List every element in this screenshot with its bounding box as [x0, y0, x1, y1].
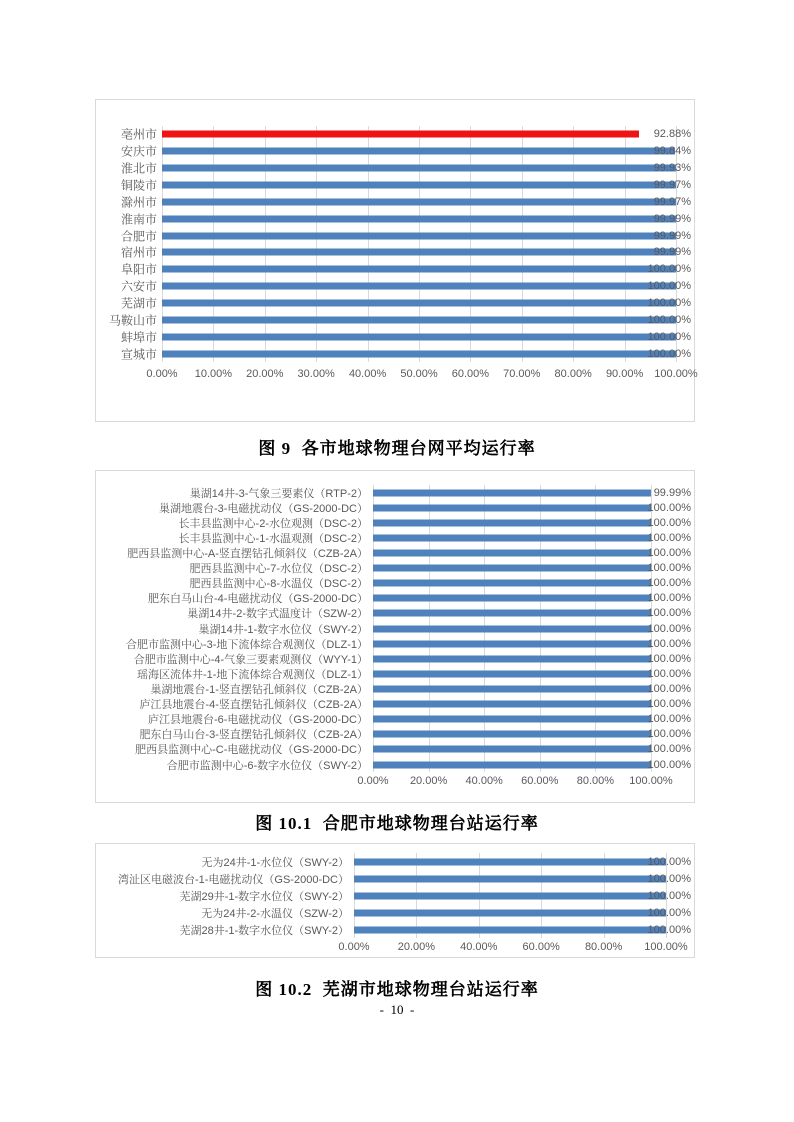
x-tick-label: 10.00%: [194, 368, 233, 380]
category-label: 肥西县监测中心-8-水温仪（DSC-2）: [189, 578, 368, 591]
category-label: 铜陵市: [120, 178, 157, 193]
value-label: 100.00%: [647, 297, 691, 310]
category-label: 合肥市监测中心-4-气象三要素观测仪（WYY-1）: [133, 653, 368, 666]
category-label: 瑶海区流体井-1-地下流体综合观测仪（DLZ-1）: [136, 668, 368, 681]
x-tick-label: 40.00%: [348, 368, 387, 380]
category-label: 肥西县监测中心-C-电磁扰动仪（GS-2000-DC）: [135, 744, 368, 757]
category-label: 巢湖地震台-1-竖直摆钻孔倾斜仪（CZB-2A）: [150, 683, 368, 696]
bar-row: [198, 621, 691, 636]
plot-rows: [125, 485, 691, 772]
figure-10-2-caption: 图 10.2 芜湖市地球物理台站运行率: [255, 980, 539, 999]
x-tick-label: 90.00%: [605, 368, 644, 380]
bar: [354, 909, 666, 916]
x-axis: [357, 775, 673, 789]
value-label: 100.00%: [647, 652, 691, 665]
bar: [162, 182, 676, 189]
bar-row: [120, 261, 691, 278]
value-label: 100.00%: [647, 330, 691, 343]
x-tick-label: 0.00%: [357, 775, 389, 787]
bar: [162, 300, 676, 307]
value-label: 100.00%: [647, 728, 691, 741]
bar: [354, 858, 666, 865]
bar: [162, 333, 676, 340]
bar: [373, 489, 651, 496]
category-label: 长丰县监测中心-1-水温观测（DSC-2）: [178, 532, 368, 545]
bar-row: [120, 160, 691, 177]
category-label: 巢湖14井-2-数字式温度计（SZW-2）: [187, 608, 368, 621]
bar: [373, 701, 651, 708]
x-tick-label: 100.00%: [629, 775, 673, 787]
x-tick-label: 40.00%: [465, 775, 503, 787]
bar: [162, 249, 676, 256]
category-label: 合肥市监测中心-6-数字水位仪（SWY-2）: [166, 759, 368, 772]
x-tick-label: 60.00%: [451, 368, 490, 380]
x-tick-label: 80.00%: [576, 775, 615, 787]
bar: [373, 519, 651, 526]
value-label: 100.00%: [647, 313, 691, 326]
x-tick-label: 50.00%: [400, 368, 438, 380]
category-label: 安庆市: [120, 144, 157, 159]
category-label: 巢湖地震台-3-电磁扰动仪（GS-2000-DC）: [158, 502, 368, 515]
value-label: 100.00%: [647, 667, 691, 680]
value-label: 92.88%: [653, 128, 691, 141]
bar: [162, 350, 676, 357]
bar: [354, 926, 666, 933]
figure-9-bar-chart: [95, 99, 698, 422]
bar-row: [147, 712, 691, 727]
bar-row: [189, 576, 691, 591]
x-tick-label: 0.00%: [146, 368, 178, 380]
bar: [373, 746, 651, 753]
value-label: 100.00%: [647, 637, 691, 650]
category-label: 长丰县监测中心-2-水位观测（DSC-2）: [178, 517, 368, 530]
bar: [162, 148, 675, 155]
bar: [373, 716, 651, 723]
bar: [373, 504, 651, 511]
bar-row: [120, 328, 691, 345]
value-label: 100.00%: [647, 592, 691, 605]
category-label: 阜阳市: [120, 262, 157, 277]
bar-row: [150, 681, 691, 696]
category-label: 肥西县监测中心-7-水位仪（DSC-2）: [189, 563, 368, 576]
bar-row: [120, 143, 691, 160]
category-label: 肥西县监测中心-A-竖直摆钻孔倾斜仪（CZB-2A）: [127, 547, 368, 560]
bar: [373, 685, 651, 692]
category-label: 六安市: [120, 279, 157, 294]
bar-row: [117, 870, 691, 887]
value-label: 99.93%: [653, 162, 691, 175]
x-tick-label: 20.00%: [246, 368, 284, 380]
category-label: 蚌埠市: [120, 330, 157, 345]
x-tick-label: 80.00%: [554, 368, 592, 380]
value-label: 99.97%: [653, 179, 691, 191]
value-label: 100.00%: [647, 516, 691, 529]
bar-row: [120, 177, 691, 194]
category-label: 马鞍山市: [108, 313, 157, 328]
x-axis: [146, 368, 698, 382]
x-tick-label: 20.00%: [397, 941, 436, 953]
x-tick-label: 0.00%: [338, 941, 370, 953]
value-label: 100.00%: [647, 872, 691, 885]
bar: [162, 266, 676, 273]
category-label: 淮北市: [120, 161, 157, 176]
bar-row: [133, 651, 691, 666]
category-label: 芜湖29井-1-数字水位仪（SWY-2）: [179, 890, 349, 903]
x-tick-label: 40.00%: [460, 941, 498, 953]
bar-row: [178, 515, 691, 530]
bar-row: [127, 545, 691, 560]
value-label: 99.84%: [653, 145, 691, 158]
bar-row: [108, 311, 691, 328]
x-tick-label: 20.00%: [409, 775, 448, 787]
value-label: 99.99%: [653, 486, 691, 499]
bar: [373, 731, 651, 738]
bar-row: [120, 193, 691, 210]
bar: [162, 198, 676, 205]
bar-row: [147, 591, 691, 606]
bar-row: [189, 485, 691, 500]
bar: [373, 670, 651, 677]
value-label: 100.00%: [647, 531, 691, 544]
bar: [162, 316, 676, 323]
value-label: 100.00%: [647, 758, 691, 771]
bar-row: [139, 697, 691, 712]
x-tick-label: 60.00%: [521, 775, 559, 787]
value-label: 100.00%: [647, 855, 691, 868]
bar: [373, 625, 651, 632]
figure-9-caption: 图 9 各市地球物理台网平均运行率: [258, 439, 536, 458]
bar-row: [178, 530, 691, 545]
bar: [162, 215, 676, 222]
bar: [373, 534, 651, 541]
category-label: 巢湖14井-1-数字水位仪（SWY-2）: [198, 623, 368, 636]
bar: [373, 610, 651, 617]
bar: [373, 580, 651, 587]
bar-row: [120, 295, 691, 312]
plot-rows: [117, 853, 691, 938]
bar: [373, 565, 651, 572]
bar-row: [136, 666, 691, 681]
value-label: 100.00%: [647, 713, 691, 726]
category-label: 滁州市: [120, 195, 157, 210]
x-axis: [338, 941, 688, 955]
bar-row: [120, 126, 691, 143]
bar: [162, 232, 676, 239]
category-label: 亳州市: [120, 127, 157, 142]
category-label: 芜湖28井-1-数字水位仪（SWY-2）: [179, 924, 349, 937]
bar-row: [189, 561, 691, 576]
x-tick-label: 100.00%: [644, 941, 688, 953]
bar: [373, 655, 651, 662]
category-label: 庐江县地震台-4-竖直摆钻孔倾斜仪（CZB-2A）: [139, 699, 368, 712]
bar: [354, 892, 666, 899]
category-label: 宿州市: [120, 245, 157, 260]
category-label: 芜湖市: [120, 296, 157, 311]
x-tick-label: 30.00%: [297, 368, 335, 380]
value-label: 100.00%: [647, 622, 691, 635]
bar: [162, 165, 676, 172]
bar-row: [166, 757, 691, 772]
value-label: 100.00%: [647, 263, 691, 276]
value-label: 100.00%: [647, 906, 691, 919]
category-label: 合肥市监测中心-3-地下流体综合观测仪（DLZ-1）: [125, 638, 368, 651]
value-label: 100.00%: [647, 889, 691, 902]
value-label: 100.00%: [647, 280, 691, 293]
category-label: 淮南市: [120, 212, 157, 227]
value-label: 100.00%: [647, 698, 691, 711]
x-tick-label: 60.00%: [522, 941, 560, 953]
value-label: 99.97%: [653, 195, 691, 208]
bar: [373, 595, 651, 602]
plot-rows: [108, 126, 691, 362]
value-label: 99.99%: [653, 229, 691, 242]
category-label: 宣城市: [120, 347, 157, 362]
value-label: 100.00%: [647, 577, 691, 590]
bar-row: [158, 500, 691, 515]
value-label: 100.00%: [647, 347, 691, 360]
value-label: 100.00%: [647, 743, 691, 756]
bar-row: [179, 921, 691, 938]
category-label: 肥东白马山台-4-电磁扰动仪（GS-2000-DC）: [147, 593, 368, 606]
bar: [162, 131, 639, 138]
bar-row: [120, 210, 691, 227]
bar-row: [120, 345, 691, 362]
value-label: 99.99%: [653, 212, 691, 225]
bar-row: [187, 606, 691, 621]
bar-row: [201, 853, 691, 870]
bar-row: [179, 887, 691, 904]
category-label: 无为24井-1-水位仪（SWY-2）: [201, 856, 349, 869]
category-label: 湾沚区电磁波台-1-电磁扰动仪（GS-2000-DC）: [117, 873, 349, 886]
value-label: 100.00%: [647, 607, 691, 620]
category-label: 巢湖14井-3-气象三要素仪（RTP-2）: [189, 487, 368, 500]
value-label: 100.00%: [647, 923, 691, 936]
x-tick-label: 100.00%: [654, 368, 698, 380]
bar: [373, 640, 651, 647]
bar: [373, 761, 651, 768]
figure-10-1-caption: 图 10.1 合肥市地球物理台站运行率: [255, 814, 539, 833]
category-label: 肥东白马山台-3-竖直摆钻孔倾斜仪（CZB-2A）: [139, 729, 368, 742]
bar: [354, 875, 666, 882]
value-label: 99.99%: [653, 246, 691, 259]
page-number: - 10 -: [379, 1002, 415, 1017]
x-tick-label: 80.00%: [584, 941, 623, 953]
bar-row: [120, 227, 691, 244]
x-tick-label: 70.00%: [503, 368, 541, 380]
bar-row: [201, 904, 691, 921]
figure-10-1-bar-chart: [95, 470, 695, 803]
bar: [162, 283, 676, 290]
figure-10-2-bar-chart: [95, 843, 695, 958]
value-label: 100.00%: [647, 546, 691, 559]
category-label: 庐江县地震台-6-电磁扰动仪（GS-2000-DC）: [147, 714, 368, 727]
bar-row: [120, 278, 691, 295]
category-label: 无为24井-2-水温仪（SZW-2）: [201, 907, 349, 920]
bar-row: [125, 636, 691, 651]
value-label: 100.00%: [647, 682, 691, 695]
bar-row: [135, 742, 691, 757]
bar: [373, 549, 651, 556]
bar-row: [139, 727, 691, 742]
category-label: 合肥市: [120, 229, 157, 244]
bar-row: [120, 244, 691, 261]
value-label: 100.00%: [647, 562, 691, 575]
value-label: 100.00%: [647, 501, 691, 514]
